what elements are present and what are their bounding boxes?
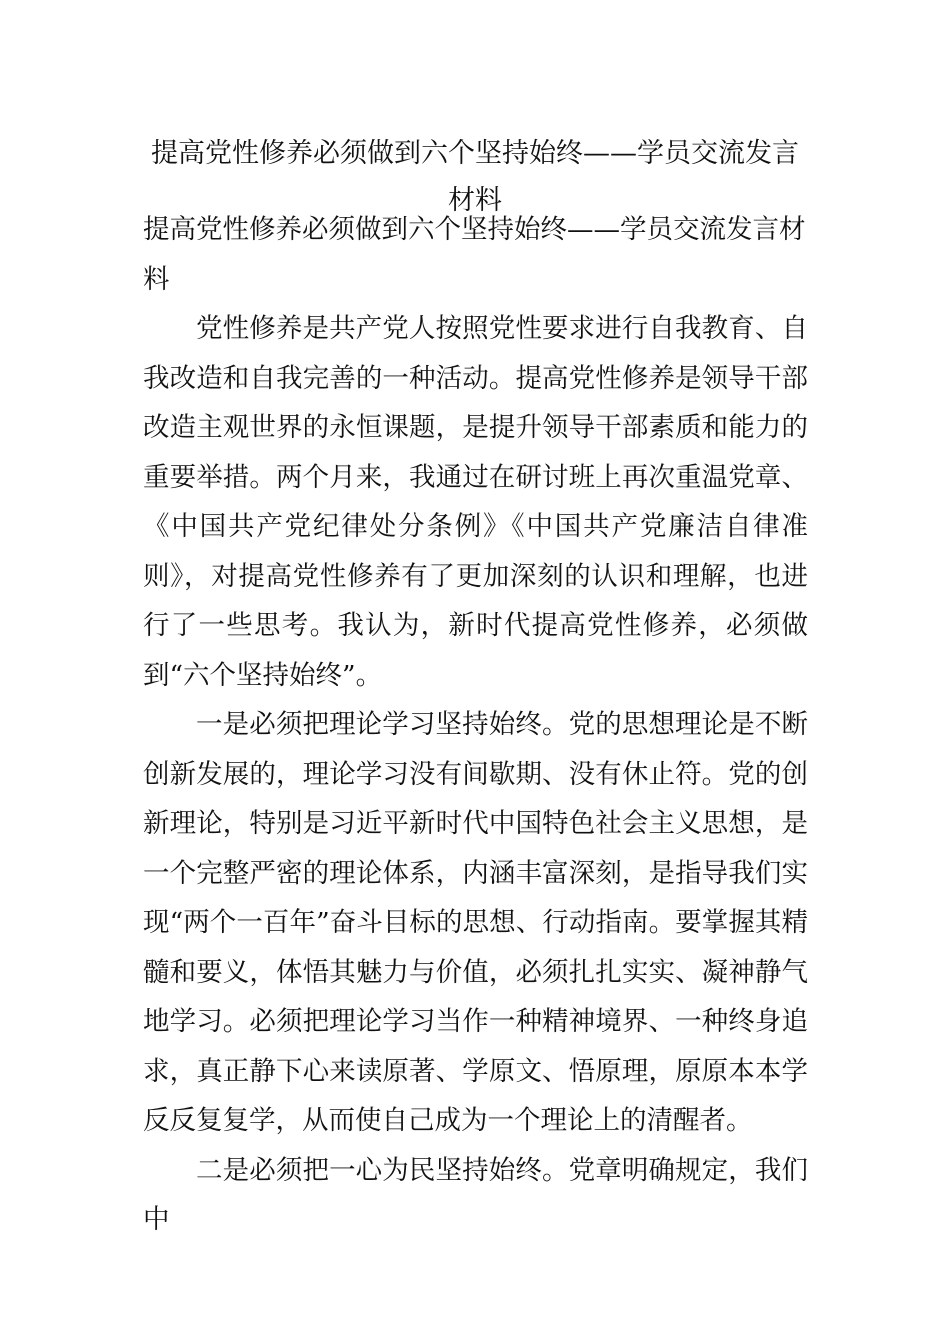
paragraph-point-two: 二是必须把一心为民坚持始终。党章明确规定，我们中 [143, 1154, 808, 1235]
document-body [143, 205, 808, 1245]
paragraph-intro: 党性修养是共产党人按照党性要求进行自我教育、自我改造和自我完善的一种活动。提高党性修养是领导干部改造主观世界的永恒课题，是提升领导干部素质和能力的重要举措。两个月来，我通过在研讨班上再次重温党章、《中国共产党纪律处分条例》《中国共产党廉洁自律准则》，对提高党性修养有了更加深刻的认识和理解，也进行了一些思考。我认为，新时代提高党性修养，必须做到“六个坚持始终”。 [143, 313, 808, 691]
document-heading-repeat: 提高党性修养必须做到六个坚持始终——学员交流发言材料 [143, 214, 806, 295]
document-title: 提高党性修养必须做到六个坚持始终——学员交流发言材料 [151, 138, 799, 216]
paragraph-point-one: 一是必须把理论学习坚持始终。党的思想理论是不断创新发展的，理论学习没有间歇期、没有休止符。党的创新理论，特别是习近平新时代中国特色社会主义思想，是一个完整严密的理论体系，内涵丰富深刻，是指导我们实现“两个一百年”奋斗目标的思想、行动指南。要掌握其精髓和要义，体悟其魅力与价值，必须扎扎实实、凝神静气地学习。必须把理论学习当作一种精神境界、一种终身追求，真正静下心来读原著、学原文、悟原理，原原本本学反反复复学，从而使自己成为一个理论上的清醒者。 [143, 709, 808, 1136]
